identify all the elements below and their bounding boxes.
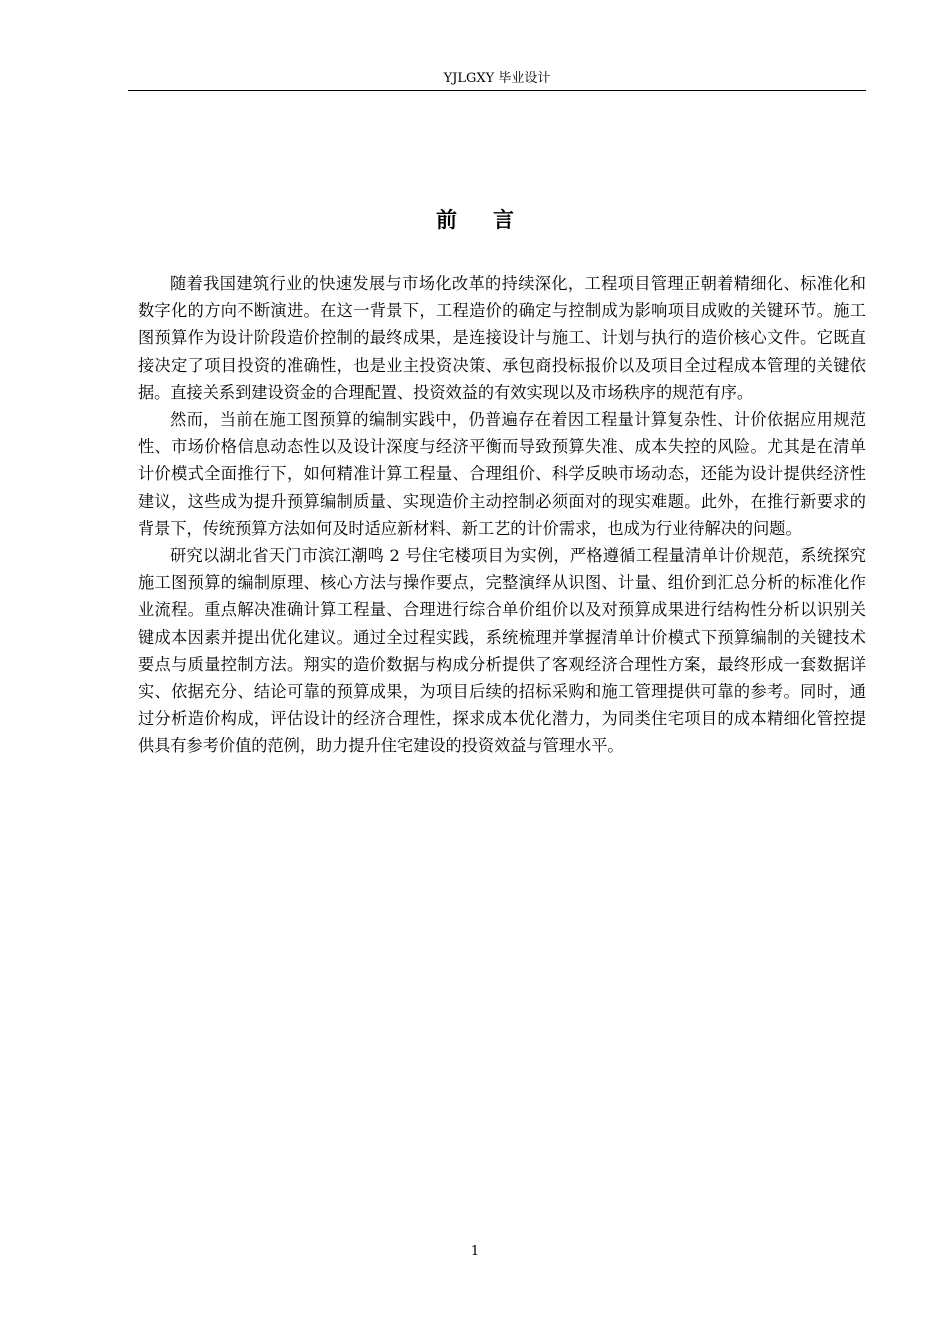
- body-text: [138, 270, 866, 760]
- paragraph-1: 随着我国建筑行业的快速发展与市场化改革的持续深化，工程项目管理正朝着精细化、标准化和数字化的方向不断演进。在这一背景下，工程造价的确定与控制成为影响项目成败的关键环节。施工图预算作为设计阶段造价控制的最终成果，是连接设计与施工、计划与执行的造价核心文件。它既直接决定了项目投资的准确性，也是业主投资决策、承包商投标报价以及项目全过程成本管理的关键依据。直接关系到建设资金的合理配置、投资效益的有效实现以及市场秩序的规范有序。: [138, 274, 866, 402]
- page-title: 前言: [436, 207, 550, 232]
- paragraph-3: 研究以湖北省天门市滨江潮鸣 2 号住宅楼项目为实例，严格遵循工程量清单计价规范，系统探究施工图预算的编制原理、核心方法与操作要点，完整演绎从识图、计量、组价到汇总分析的标准化作业流程。重点解决准确计算工程量、合理进行综合单价组价以及对预算成果进行结构性分析以识别关键成本因素并提出优化建议。通过全过程实践，系统梳理并掌握清单计价模式下预算编制的关键技术要点与质量控制方法。翔实的造价数据与构成分析提供了客观经济合理性方案，最终形成一套数据详实、依据充分、结论可靠的预算成果，为项目后续的招标采购和施工管理提供可靠的参考。同时，通过分析造价构成，评估设计的经济合理性，探求成本优化潜力，为同类住宅项目的成本精细化管控提供具有参考价值的范例，助力提升住宅建设的投资效益与管理水平。: [138, 546, 866, 756]
- paragraph-2: 然而，当前在施工图预算的编制实践中，仍普遍存在着因工程量计算复杂性、计价依据应用规范性、市场价格信息动态性以及设计深度与经济平衡而导致预算失准、成本失控的风险。尤其是在清单计价模式全面推行下，如何精准计算工程量、合理组价、科学反映市场动态，还能为设计提供经济性建议，这些成为提升预算编制质量、实现造价主动控制必须面对的现实难题。此外，在推行新要求的背景下，传统预算方法如何及时适应新材料、新工艺的计价需求，也成为行业待解决的问题。: [138, 410, 866, 538]
- page-header: YJLGXY 毕业设计: [128, 70, 866, 91]
- page-number: 1: [470, 1244, 480, 1259]
